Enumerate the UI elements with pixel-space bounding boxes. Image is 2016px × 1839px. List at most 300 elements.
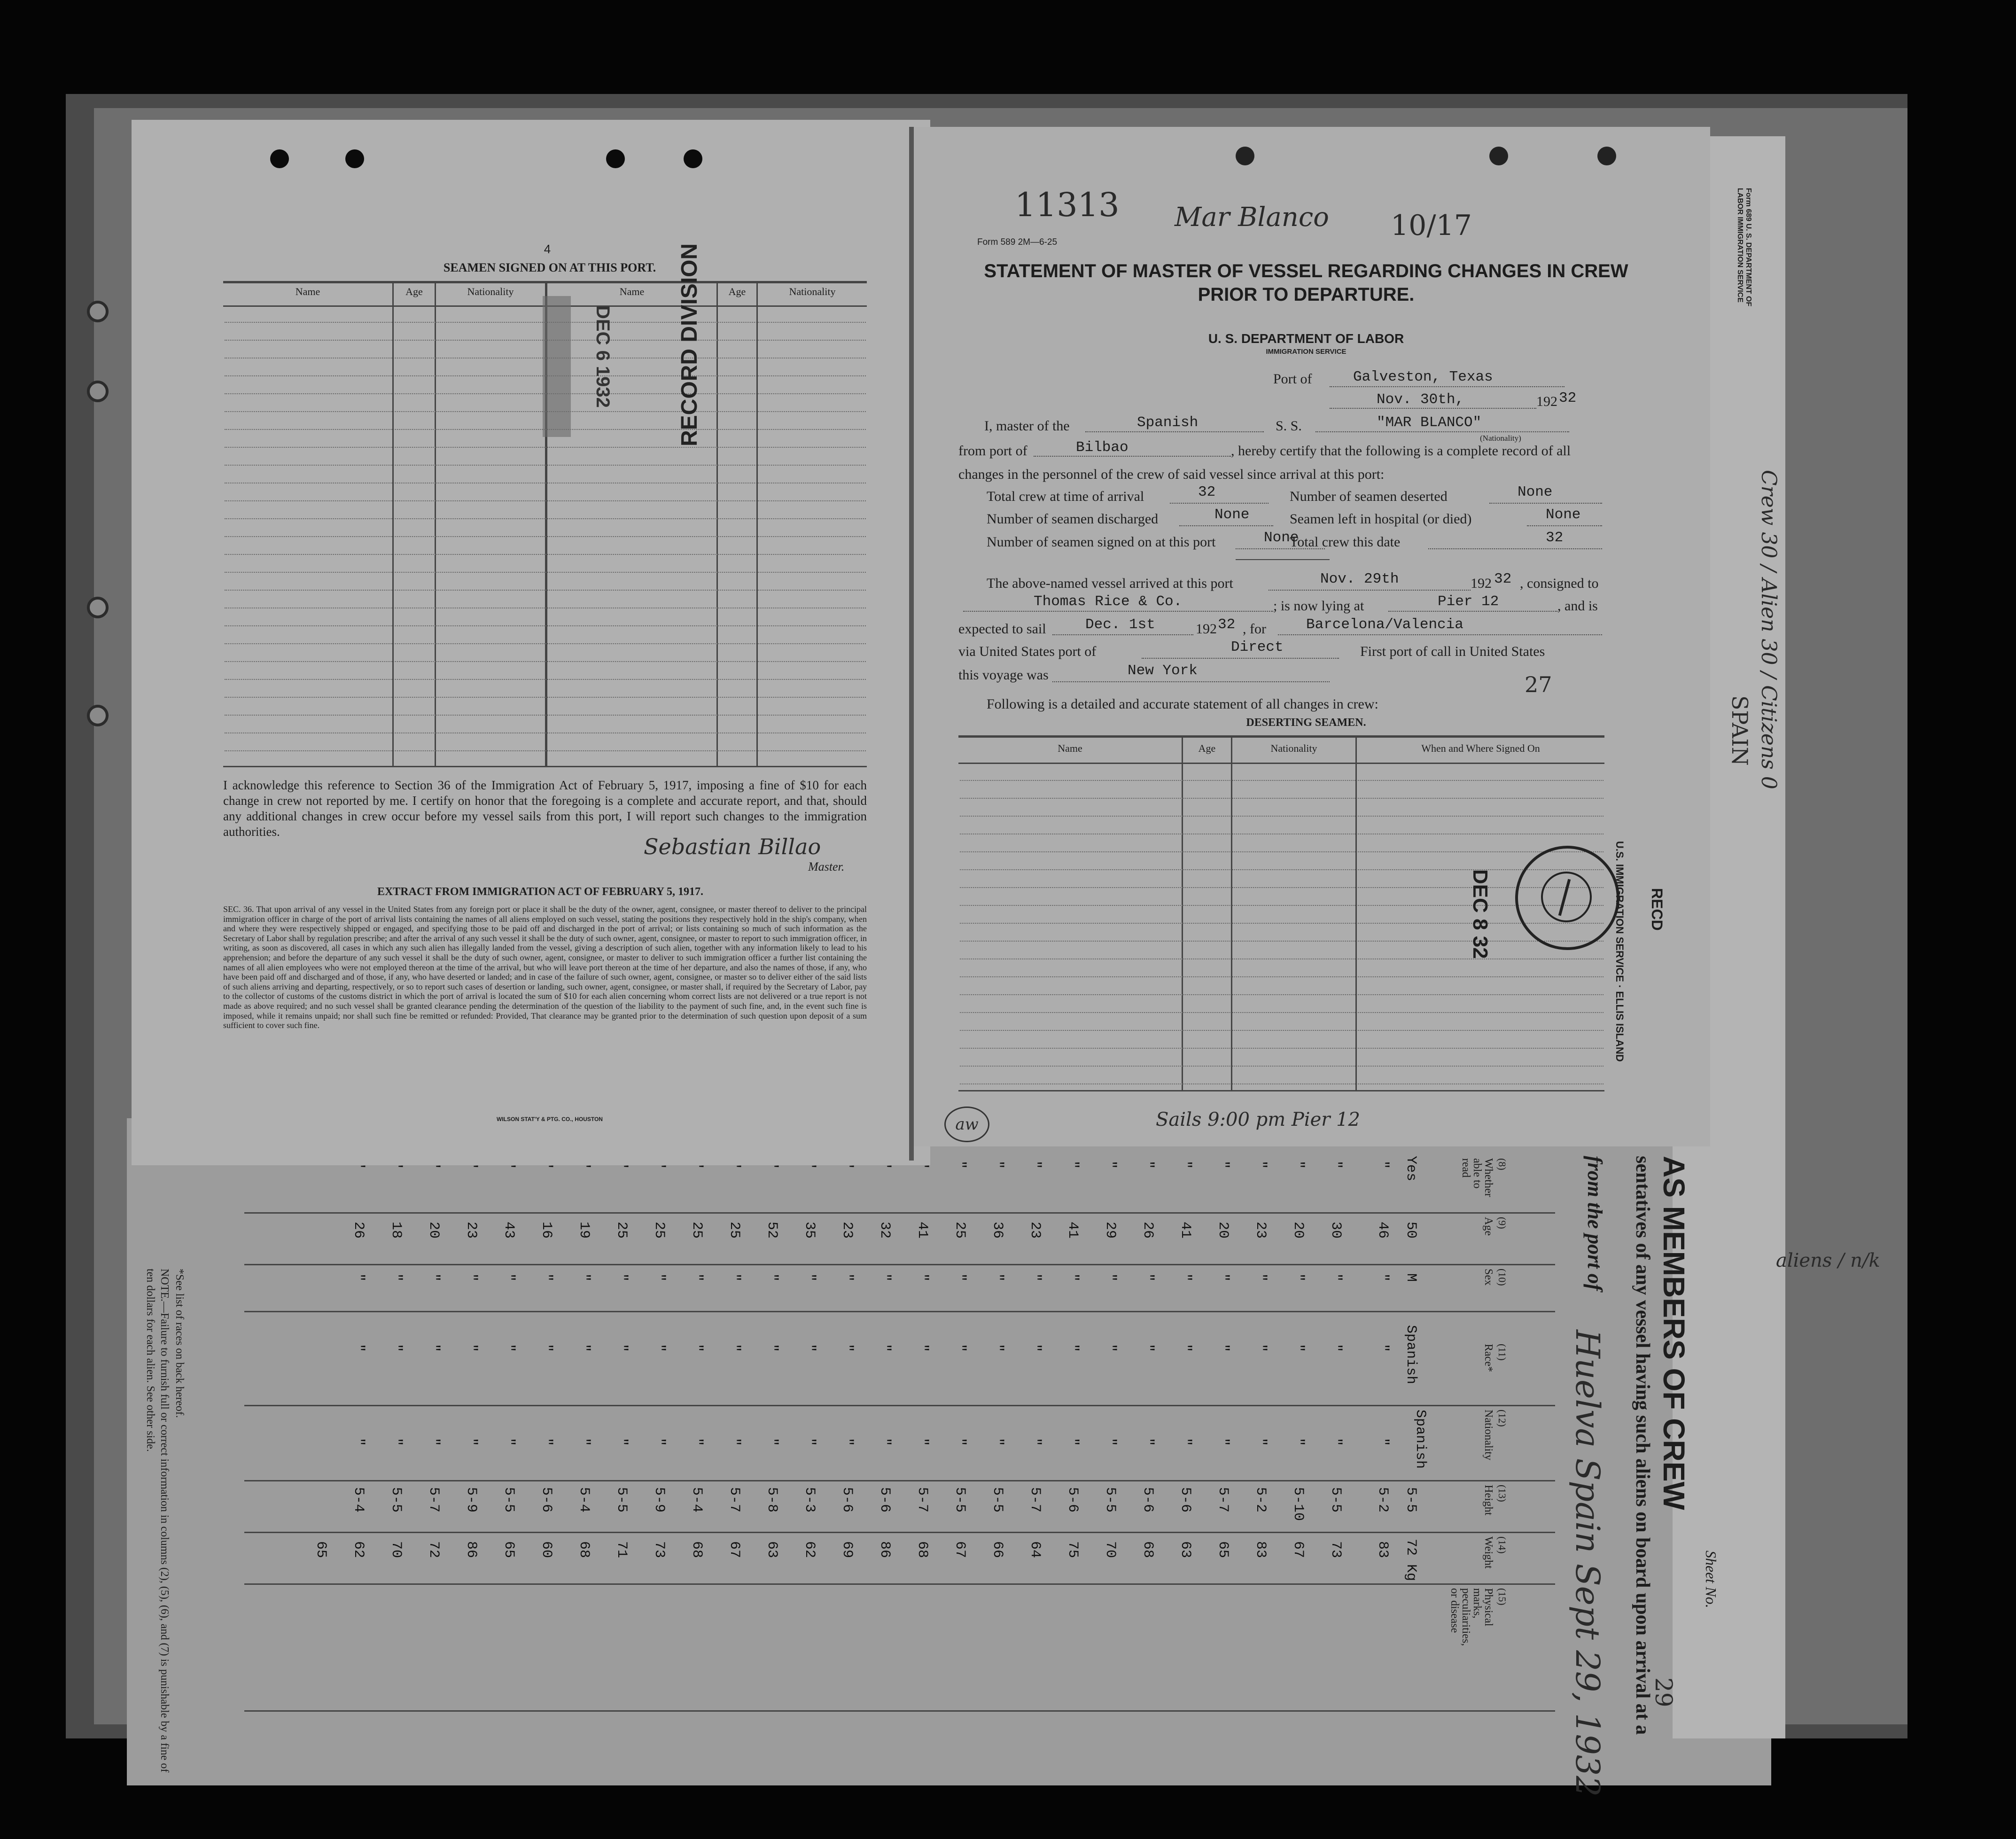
deserting-table-row xyxy=(960,1012,1603,1013)
left-col-header: Name xyxy=(295,286,320,297)
deserting-table-header-rule xyxy=(958,763,1604,764)
cell-weight: 75 xyxy=(1065,1541,1081,1558)
deserted-value: None xyxy=(1518,484,1553,500)
file-number: 11313 xyxy=(1015,186,1120,224)
left-col-header: Age xyxy=(405,286,423,297)
left-table-row xyxy=(225,447,866,448)
cell-ditto: " xyxy=(1140,1161,1156,1169)
discharged-value: None xyxy=(1214,507,1250,523)
cell-ditto: " xyxy=(726,1438,742,1447)
cell-ditto: " xyxy=(388,1438,404,1447)
cell-ditto: " xyxy=(501,1344,517,1353)
cell-weight: 67 xyxy=(952,1541,968,1558)
sheet-number-label: Sheet No. xyxy=(1703,1551,1720,1608)
cell-ditto: " xyxy=(1375,1344,1391,1353)
consignee: Thomas Rice & Co. xyxy=(1034,593,1183,610)
cell-weight: 86 xyxy=(877,1541,893,1558)
cell-ditto: " xyxy=(1177,1344,1193,1353)
destination: Barcelona/Valencia xyxy=(1306,616,1463,633)
binder-hole-1 xyxy=(87,301,109,322)
lower-footnote-note: NOTE.—Failure to furnish full or correct information in columns (2), (5), (6), and (7) is punishable by a fine of ten dollars for each alien. See other side. xyxy=(144,1269,171,1773)
hospital-value: None xyxy=(1546,507,1581,523)
cell-ditto: " xyxy=(802,1273,817,1282)
discharged-underline xyxy=(1179,525,1273,526)
crew-date-underline xyxy=(1428,548,1602,549)
cell-height: 5-5 xyxy=(614,1487,630,1513)
cell-ditto: " xyxy=(576,1273,592,1282)
deserted-underline xyxy=(1489,503,1602,504)
cell-weight: 62 xyxy=(350,1541,366,1558)
deserting-table-top xyxy=(958,735,1604,738)
cell-ditto: " xyxy=(877,1273,893,1282)
via-label: via United States port of xyxy=(958,644,1097,659)
lower-col-number: (12) xyxy=(1496,1410,1508,1427)
cell-ditto: " xyxy=(914,1344,930,1353)
deserted-label: Number of seamen deserted xyxy=(1290,489,1448,504)
consignee-underline xyxy=(963,611,1273,612)
port-label: Port of xyxy=(1273,371,1312,387)
cell-age: 23 xyxy=(1027,1222,1043,1239)
cell-ditto: " xyxy=(1065,1273,1081,1282)
cell-age: 41 xyxy=(914,1222,930,1239)
cell-ditto: " xyxy=(1253,1273,1269,1282)
voyage-value: New York xyxy=(1128,662,1198,679)
nationality-caption: (Nationality) xyxy=(1480,434,1521,443)
left-form-title: SEAMEN SIGNED ON AT THIS PORT. xyxy=(443,261,656,274)
cell-age: 18 xyxy=(388,1222,404,1239)
date-year-prefix: 192 xyxy=(1536,394,1557,409)
cell-weight: 86 xyxy=(463,1541,479,1558)
cell-age: 26 xyxy=(350,1222,366,1239)
lower-col-number: (15) xyxy=(1496,1588,1508,1605)
cell-ditto: " xyxy=(426,1344,442,1353)
cell-weight: 73 xyxy=(651,1541,667,1558)
cell-weight: 70 xyxy=(1102,1541,1118,1558)
cell-ditto: " xyxy=(764,1344,780,1353)
cell-age: 41 xyxy=(1177,1222,1193,1239)
total-crew-date-value: 32 xyxy=(1546,530,1564,546)
cell-age: 25 xyxy=(952,1222,968,1239)
cell-ditto: " xyxy=(952,1438,968,1447)
binder-hole-3 xyxy=(87,597,109,618)
ss-label: S. S. xyxy=(1276,418,1302,434)
cell-age: 26 xyxy=(1140,1222,1156,1239)
cell-age: 46 xyxy=(1375,1222,1391,1239)
cell-height: 5-8 xyxy=(764,1487,780,1513)
lower-col-number: (10) xyxy=(1496,1269,1508,1286)
arrived-underline xyxy=(1269,590,1471,591)
cell-ditto: " xyxy=(350,1273,366,1282)
lower-col-header: Whether able to read xyxy=(1460,1158,1494,1197)
lower-col-header: Height xyxy=(1482,1485,1494,1516)
department-name: U. S. DEPARTMENT OF LABOR xyxy=(1208,331,1404,346)
cell-ditto: " xyxy=(1102,1273,1118,1282)
side-form-caption: Form 689 U. S. DEPARTMENT OF LABOR IMMIGRATION SERVICE xyxy=(1736,188,1752,307)
cell-weight: 62 xyxy=(802,1541,817,1558)
cell-ditto: " xyxy=(689,1344,705,1353)
cell-ditto: " xyxy=(1102,1438,1118,1447)
deserting-col-header: Age xyxy=(1198,742,1216,754)
cell-ditto: " xyxy=(651,1273,667,1282)
cell-ditto: " xyxy=(614,1344,630,1353)
cell-height: 5-9 xyxy=(463,1487,479,1513)
lower-col-line xyxy=(244,1405,1555,1406)
left-table-row xyxy=(225,732,866,733)
cell-ditto: " xyxy=(1140,1273,1156,1282)
signed-on-label: Number of seamen signed on at this port xyxy=(987,534,1216,550)
cell-height: 5-5 xyxy=(1102,1487,1118,1513)
cell-ditto: " xyxy=(1253,1344,1269,1353)
left-table-row xyxy=(225,590,866,591)
left-table-row xyxy=(225,518,866,519)
cell-ditto: " xyxy=(1290,1438,1306,1447)
cell-age: 52 xyxy=(764,1222,780,1239)
lower-from-port-value: Huelva Spain Sept 29, 1932 xyxy=(1568,1330,1607,1797)
port-value: Galveston, Texas xyxy=(1353,369,1493,385)
lying-label: ; is now lying at xyxy=(1273,598,1364,614)
sail-year: 32 xyxy=(1218,616,1236,633)
lower-footnote-races: *See list of races on back hereof. xyxy=(173,1269,186,1418)
record-division-stamp-date: DEC 6 1932 xyxy=(592,305,613,408)
deserting-table-row xyxy=(960,923,1603,924)
cell-height: 5-5 xyxy=(501,1487,517,1513)
cell-ditto: " xyxy=(388,1344,404,1353)
ellis-island-stamp-ring-text: U.S. IMMIGRATION SERVICE · ELLIS ISLAND xyxy=(1614,841,1626,1062)
cell-ditto: " xyxy=(350,1344,366,1353)
deserting-table-row xyxy=(960,905,1603,906)
deserting-table-row xyxy=(960,941,1603,942)
cell-ditto: " xyxy=(726,1273,742,1282)
cell-ditto: " xyxy=(1140,1344,1156,1353)
hospital-underline xyxy=(1527,525,1602,526)
printer-imprint: WILSON STAT'Y & PTG. CO., HOUSTON xyxy=(497,1116,603,1122)
cell-ditto: " xyxy=(1065,1161,1081,1169)
cell-age: 23 xyxy=(1253,1222,1269,1239)
left-table-row xyxy=(225,661,866,662)
deserting-table-row xyxy=(960,994,1603,995)
cell-ditto: " xyxy=(1328,1273,1344,1282)
deserting-table-row xyxy=(960,1083,1603,1084)
cell-height: 5-4 xyxy=(576,1487,592,1513)
cell-ditto: " xyxy=(463,1438,479,1447)
cell-sex: M xyxy=(1403,1273,1419,1282)
form-title-line1: STATEMENT OF MASTER OF VESSEL REGARDING CHANGES IN CREW xyxy=(984,261,1628,281)
master-signature: Sebastian Billao xyxy=(644,834,821,859)
cell-weight: 72 Kg xyxy=(1403,1539,1419,1582)
cell-ditto: " xyxy=(914,1438,930,1447)
cell-height: 5-7 xyxy=(1215,1487,1231,1513)
total-crew-arrival-value: 32 xyxy=(1198,484,1216,500)
cell-weight: 68 xyxy=(914,1541,930,1558)
punch-hole xyxy=(606,149,625,168)
left-table-row xyxy=(225,679,866,680)
cell-ditto: " xyxy=(952,1161,968,1169)
nationality-underline xyxy=(1085,431,1264,432)
cell-height: 5-10 xyxy=(1290,1487,1306,1521)
left-table-row xyxy=(225,536,866,537)
cell-ditto: " xyxy=(576,1344,592,1353)
deserting-col-rule xyxy=(1355,736,1357,1091)
cell-weight: 60 xyxy=(538,1541,554,1558)
certify-text: , hereby certify that the following is a complete record of all xyxy=(1231,443,1571,459)
lower-sheet-content xyxy=(226,1146,1752,1757)
arrived-label: The above-named vessel arrived at this port xyxy=(987,576,1233,591)
crew-arrival-underline xyxy=(1170,503,1269,504)
ship-underline xyxy=(1315,431,1569,432)
cell-ditto: " xyxy=(1328,1344,1344,1353)
deserting-table-bottom xyxy=(958,1090,1604,1091)
left-col-header: Age xyxy=(728,286,746,297)
deserting-table-row xyxy=(960,1066,1603,1067)
left-col-rule xyxy=(435,282,436,766)
form-title-line2: PRIOR TO DEPARTURE. xyxy=(1198,284,1415,305)
arrived-year: 32 xyxy=(1494,571,1512,587)
lower-from-port-label: from the port of xyxy=(1583,1156,1606,1291)
side-spain-note: SPAIN xyxy=(1727,695,1752,766)
left-col-header: Nationality xyxy=(789,286,836,297)
lower-col-header: Age xyxy=(1482,1217,1494,1236)
lower-col-number: (14) xyxy=(1496,1536,1508,1554)
left-page-number: 4 xyxy=(544,242,551,256)
from-port-underline xyxy=(1034,456,1231,457)
cell-ditto: " xyxy=(1065,1438,1081,1447)
lower-col-number: (11) xyxy=(1496,1344,1508,1361)
deserting-table-row xyxy=(960,798,1603,799)
pier-underline xyxy=(1388,611,1557,612)
cell-age: 25 xyxy=(614,1222,630,1239)
extract-text: SEC. 36. That upon arrival of any vessel in the United States from any foreign port or place it shall be the duty of the owner, agent, consignee, or master thereof to deliver to the principal immigration officer in charge of the port of arrival lists containing the names of all aliens employed on such vessel, stating the positions they respectively hold in the ship's company, when and where they were respectively shipped or engaged, and specifying those to be paid off and discharged in the port of arrival; or lists containing so much of such information as the Secretary of Labor shall by regulation prescribe; and after the arrival of any such vessel it shall be the duty of such owner, agent, consignee, or master to report to such immigration officer, in writing, as soon as discovered, all cases in which any such alien has illegally landed from the vessel, giving a description of such alien, together with any information likely to lead to his apprehension; and before the departure of any such vessel it shall be the duty of such owner, agent, consignee, or master to deliver to such immigration officer a further list containing the names of all alien employees who were not employed thereon at the time of the arrival, but who will leave port thereon at the time of her departure, and also the names of those, if any, who have been paid off and discharged and of those, if any, who have deserted or landed; and in case of the failure of such owner, agent, consignee, or master so to deliver either of the said lists of such aliens arriving and departing, respectively, or so to report such cases of desertion or landing, such owner, agent, consignee, or master shall, if required by the Secretary of Labor, pay to the collector of customs of the customs district in which the port of arrival is located the sum of $10 for each alien concerning whom correct lists are not delivered or a true report is not made as above required; and no such vessel shall be granted clearance pending the determination of the question of the liability to the payment of such fine, and, in the event such fine is imposed, while it remains unpaid; nor shall such fine be remitted or refunded: Provided, That clearance may be granted prior to the determination of such question upon deposit of a sum sufficient to cover such fine. xyxy=(223,904,867,1030)
first-port-label: First port of call in United States xyxy=(1360,644,1545,659)
cell-ditto: " xyxy=(1375,1273,1391,1282)
for-label: , for xyxy=(1243,621,1266,637)
date-value: Nov. 30th, xyxy=(1377,391,1464,408)
lower-col-line xyxy=(244,1212,1555,1214)
cell-weight: 67 xyxy=(726,1541,742,1558)
deserting-table-row xyxy=(960,1030,1603,1031)
cell-weight: 68 xyxy=(1140,1541,1156,1558)
cell-ditto: " xyxy=(651,1438,667,1447)
cell-height: 5-6 xyxy=(877,1487,893,1513)
cell-height: 5-4 xyxy=(350,1487,366,1513)
cell-ditto: " xyxy=(1290,1161,1306,1169)
cell-height: 5-6 xyxy=(1065,1487,1081,1513)
punch-hole xyxy=(1236,147,1254,165)
cell-age: 35 xyxy=(802,1222,817,1239)
cell-ditto: " xyxy=(651,1344,667,1353)
page-fold-shadow xyxy=(909,127,914,1161)
side-aliens-note: aliens / n/k xyxy=(1776,1250,1880,1271)
cell-ditto: " xyxy=(989,1438,1005,1447)
cell-age: 25 xyxy=(689,1222,705,1239)
cell-age: 41 xyxy=(1065,1222,1081,1239)
master-label: I, master of the xyxy=(984,418,1070,434)
cell-weight: 83 xyxy=(1253,1541,1269,1558)
cell-ditto: " xyxy=(839,1344,855,1353)
cell-height: 5-5 xyxy=(388,1487,404,1513)
cell-age: 25 xyxy=(651,1222,667,1239)
left-table-row xyxy=(225,572,866,573)
deserting-col-rule xyxy=(1231,736,1232,1091)
cell-age: 30 xyxy=(1328,1222,1344,1239)
master-signature-label: Master. xyxy=(808,860,845,873)
cell-ditto: " xyxy=(1253,1161,1269,1169)
service-name: IMMIGRATION SERVICE xyxy=(1266,348,1347,356)
cell-weight: 72 xyxy=(426,1541,442,1558)
cell-age: 16 xyxy=(538,1222,554,1239)
lower-col-header: Weight xyxy=(1482,1536,1494,1569)
cell-age: 50 xyxy=(1403,1222,1419,1239)
cell-ditto: " xyxy=(1328,1161,1344,1169)
deserting-col-header: Name xyxy=(1058,742,1082,754)
left-col-header: Name xyxy=(619,286,645,297)
arrived-date: Nov. 29th xyxy=(1320,571,1399,587)
cell-weight: 83 xyxy=(1375,1541,1391,1558)
cell-ditto: " xyxy=(1215,1438,1231,1447)
cell-ditto: " xyxy=(538,1438,554,1447)
total-crew-date-label: Total crew this date xyxy=(1290,534,1401,550)
left-table-row xyxy=(225,554,866,555)
consigned-label: , consigned to xyxy=(1520,576,1599,591)
cell-ditto: " xyxy=(989,1273,1005,1282)
via-underline xyxy=(1142,658,1339,659)
side-crew-note: Crew 30 / Alien 30 / Citizens 0 xyxy=(1757,470,1781,789)
cell-ditto: " xyxy=(501,1273,517,1282)
deserting-title: DESERTING SEAMEN. xyxy=(1246,717,1366,729)
punch-hole xyxy=(270,149,289,168)
cell-weight: 64 xyxy=(1027,1541,1043,1558)
received-stamp-date: DEC 8 32 xyxy=(1469,869,1492,959)
lower-sheet-title: AS MEMBERS OF CREW xyxy=(1657,1156,1691,1510)
acknowledgement-paragraph: I acknowledge this reference to Section 36 of the Immigration Act of February 5, 1917, imposing a fine of $10 for each change in crew not reported by me. I certify on honor that the foregoing is a complete and accurate report, and that, should any additional changes in crew occur before my vessel sails from this port, I will report such changes to the immigration authorities. xyxy=(223,778,867,839)
and-is-label: , and is xyxy=(1557,598,1598,614)
cell-ditto: " xyxy=(1290,1344,1306,1353)
cell-ditto: " xyxy=(1027,1344,1043,1353)
binder-hole-2 xyxy=(87,381,109,402)
cell-ditto: " xyxy=(1290,1273,1306,1282)
cell-weight: 71 xyxy=(614,1541,630,1558)
cell-ditto: " xyxy=(388,1273,404,1282)
cell-ditto: " xyxy=(877,1344,893,1353)
cell-ditto: " xyxy=(614,1438,630,1447)
cell-ditto: " xyxy=(538,1344,554,1353)
voyage-label: this voyage was xyxy=(958,667,1049,683)
sail-underline xyxy=(1052,634,1193,635)
pier: Pier 12 xyxy=(1438,593,1499,610)
cell-age: 20 xyxy=(426,1222,442,1239)
punch-hole xyxy=(684,149,702,168)
signed-on-value: None xyxy=(1264,530,1299,546)
cell-ditto: " xyxy=(726,1344,742,1353)
cell-age: 25 xyxy=(726,1222,742,1239)
left-table-row xyxy=(225,643,866,644)
following-text: Following is a detailed and accurate statement of all changes in crew: xyxy=(987,696,1378,712)
date-underline xyxy=(1330,408,1536,409)
changes-text: changes in the personnel of the crew of said vessel since arrival at this port: xyxy=(958,467,1385,482)
cell-weight: 70 xyxy=(388,1541,404,1558)
punch-hole xyxy=(1489,147,1508,165)
cell-ditto: " xyxy=(689,1438,705,1447)
cell-ditto: " xyxy=(1177,1273,1193,1282)
deserting-table-row xyxy=(960,887,1603,888)
cell-ditto: " xyxy=(802,1438,817,1447)
cell-age: 20 xyxy=(1215,1222,1231,1239)
lower-col-header: Sex xyxy=(1482,1269,1494,1286)
cell-ditto: " xyxy=(1102,1161,1118,1169)
lower-col-line xyxy=(244,1710,1555,1712)
lower-col-number: (8) xyxy=(1496,1158,1508,1170)
cell-height: 5-2 xyxy=(1375,1487,1391,1513)
cell-ditto: " xyxy=(839,1438,855,1447)
lower-col-header: Nationality xyxy=(1482,1410,1494,1460)
cell-height: 5-5 xyxy=(989,1487,1005,1513)
nationality-value: Spanish xyxy=(1137,414,1199,431)
cell-age: 20 xyxy=(1290,1222,1306,1239)
binder-hole-4 xyxy=(87,705,109,726)
arrived-year-prefix: 192 xyxy=(1471,576,1492,591)
port-underline xyxy=(1330,386,1565,387)
cell-height: 5-9 xyxy=(651,1487,667,1513)
cell-ditto: " xyxy=(1027,1273,1043,1282)
left-table-row xyxy=(225,697,866,698)
left-table-row xyxy=(225,750,866,751)
cell-ditto: " xyxy=(839,1273,855,1282)
deserting-table-row xyxy=(960,816,1603,817)
cell-ditto: " xyxy=(1102,1344,1118,1353)
cell-weight: 63 xyxy=(764,1541,780,1558)
record-division-stamp-label: RECORD DIVISION xyxy=(677,243,702,446)
hospital-label: Seamen left in hospital (or died) xyxy=(1290,511,1472,527)
cell-ditto: " xyxy=(576,1438,592,1447)
left-table-row xyxy=(225,625,866,626)
cell-ditto: " xyxy=(1177,1438,1193,1447)
cell-height: 5-7 xyxy=(914,1487,930,1513)
lower-col-line xyxy=(244,1264,1555,1265)
deserting-col-header: Nationality xyxy=(1270,742,1317,754)
cell-age: 23 xyxy=(463,1222,479,1239)
form-number: Form 589 2M—6-25 xyxy=(977,237,1058,247)
cell-ditto: " xyxy=(764,1438,780,1447)
cell-age: 29 xyxy=(1102,1222,1118,1239)
punch-hole xyxy=(345,149,364,168)
clerk-initials: aw xyxy=(944,1107,989,1142)
ship-name: "MAR BLANCO" xyxy=(1377,414,1482,431)
cell-ditto: " xyxy=(802,1344,817,1353)
cell-ditto: " xyxy=(952,1273,968,1282)
recd-stamp: RECD xyxy=(1649,888,1666,931)
cell-ditto: " xyxy=(1027,1161,1043,1169)
cell-height: 5-2 xyxy=(1253,1487,1269,1513)
cell-ditto: " xyxy=(989,1344,1005,1353)
cell-height: 5-4 xyxy=(689,1487,705,1513)
ellis-island-stamp-inner xyxy=(1541,872,1592,922)
expected-label: expected to sail xyxy=(958,621,1046,637)
cell-weight: 73 xyxy=(1328,1541,1344,1558)
cell-weight: 65 xyxy=(1215,1541,1231,1558)
cell-ditto: " xyxy=(1253,1438,1269,1447)
lower-sheet-subtitle: sentatives of any vessel having such aliens on board upon arrival at a xyxy=(1632,1156,1653,1735)
left-table-bottom-rule xyxy=(223,766,867,767)
cell-height: 5-3 xyxy=(802,1487,817,1513)
cell-weight: 67 xyxy=(1290,1541,1306,1558)
cell-weight: 65 xyxy=(501,1541,517,1558)
extract-title: EXTRACT FROM IMMIGRATION ACT OF FEBRUARY 5, 1917. xyxy=(377,886,704,898)
left-table-row xyxy=(225,465,866,466)
cell-ditto: " xyxy=(914,1273,930,1282)
cell-height: 5-6 xyxy=(538,1487,554,1513)
cell-age: 19 xyxy=(576,1222,592,1239)
cell-height: 5-7 xyxy=(1027,1487,1043,1513)
cell-ditto: " xyxy=(1328,1438,1344,1447)
